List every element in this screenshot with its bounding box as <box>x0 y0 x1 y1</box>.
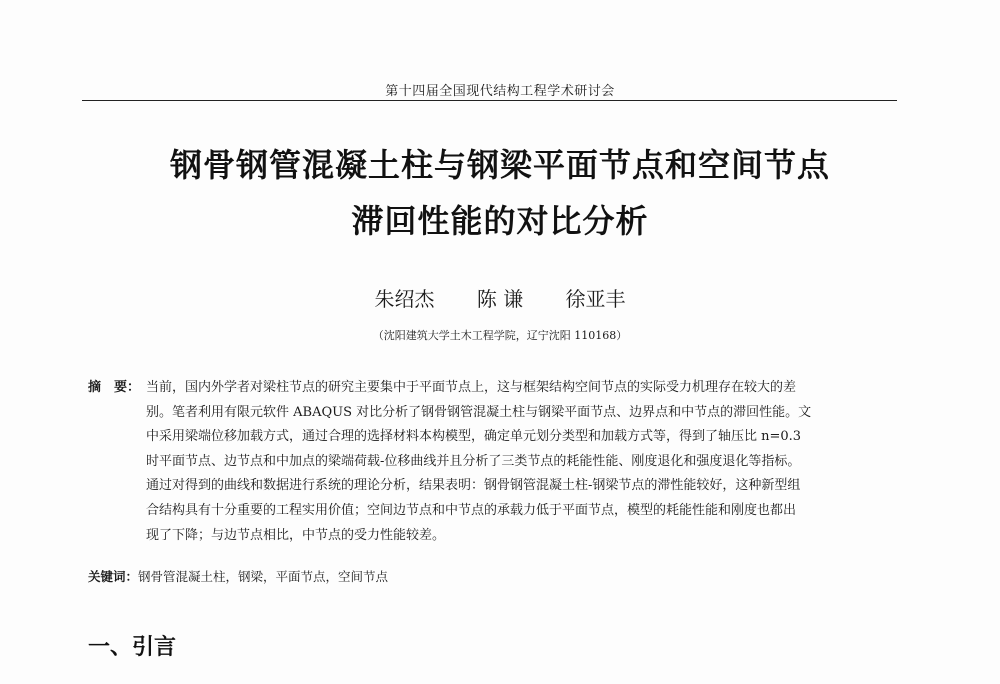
running-head: 第十四届全国现代结构工程学术研讨会 <box>385 84 615 99</box>
affiliation: （沈阳建筑大学土木工程学院，辽宁沈阳 110168） <box>372 329 628 342</box>
abstract-line: 合结构具有十分重要的工程实用价值；空间边节点和中节点的承载力低于平面节点，模型的耗能性能和刚度也都出 <box>146 502 797 518</box>
abstract-line: 当前，国内外学者对梁柱节点的研究主要集中于平面节点上，这与框架结构空间节点的实际受力机理存在较大的差 <box>146 380 797 395</box>
header-rule <box>82 100 897 101</box>
abstract <box>88 376 900 548</box>
abstract-label: 摘 要： <box>88 380 141 395</box>
abstract-line: 通过对得到的曲线和数据进行系统的理论分析，结果表明：钢骨钢管混凝土柱-钢梁节点的滞性能较好，这种新型组 <box>146 478 801 494</box>
paper-title-line-1: 钢骨钢管混凝土柱与钢梁平面节点和空间节点 <box>169 146 830 184</box>
section-heading: 一、引言 <box>88 635 177 660</box>
author-name: 朱绍杰 <box>374 287 435 311</box>
abstract-line: 别。笔者利用有限元软件 ABAQUS 对比分析了钢骨钢管混凝土柱与钢梁平面节点、边界点和中节点的滞回性能。文 <box>146 404 812 420</box>
author-name: 陈 谦 <box>476 287 524 311</box>
author-name: 徐亚丰 <box>565 287 626 311</box>
author-list <box>0 283 1000 312</box>
keywords <box>88 567 388 585</box>
keywords-label: 关键词： <box>88 569 139 584</box>
abstract-line: 中采用梁端位移加载方式，通过合理的选择材料本构模型，确定单元划分类型和加载方式等，得到了轴压比 n=0.3 <box>146 429 802 445</box>
paper-title-line-2: 滞回性能的对比分析 <box>351 202 649 240</box>
abstract-line: 现了下降；与边节点相比，中节点的受力性能较差。 <box>146 527 446 543</box>
abstract-line: 时平面节点、边节点和中加点的梁端荷载-位移曲线并且分析了三类节点的耗能性能、刚度退化和强度退化等指标。 <box>146 453 801 469</box>
keywords-text: 钢骨管混凝土柱，钢梁，平面节点，空间节点 <box>138 569 389 584</box>
